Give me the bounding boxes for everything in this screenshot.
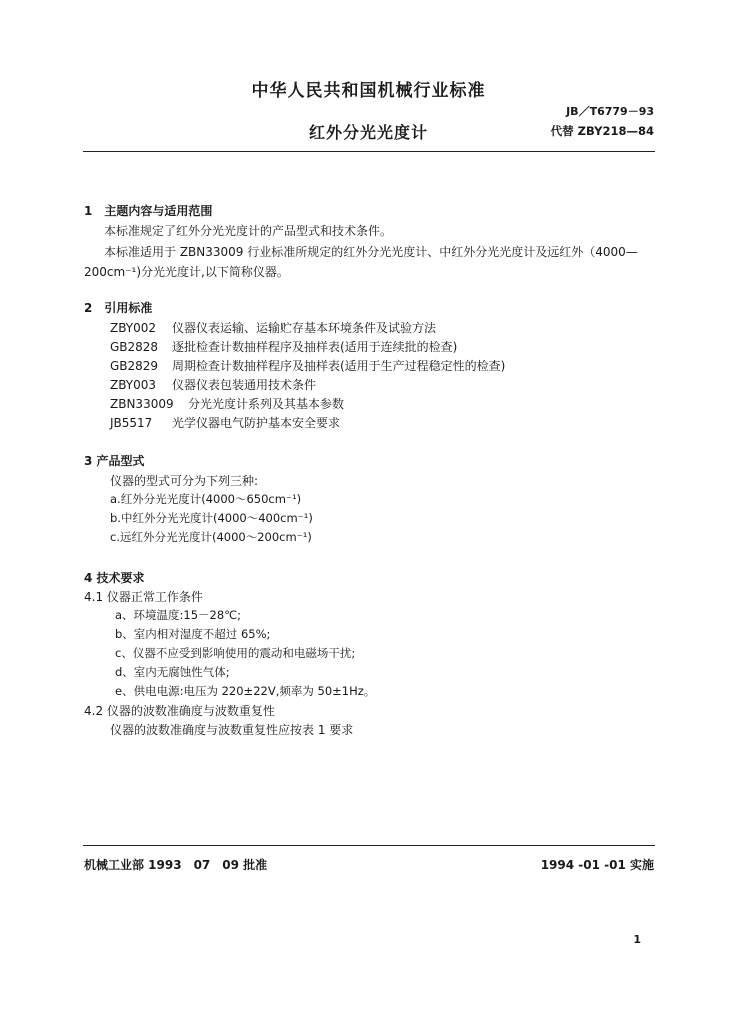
section3-heading: 3 产品型式: [84, 454, 145, 468]
reference-item: [110, 338, 457, 355]
reference-title: 仪器仪表运输、运输贮存基本环境条件及试验方法: [172, 321, 437, 335]
reference-title: 逐批检查计数抽样程序及抽样表(适用于连续批的检查): [172, 340, 458, 354]
reference-item: [110, 395, 344, 412]
section4-2-heading: 4.2 仪器的波数准确度与波数重复性: [84, 704, 275, 718]
section4-2-text: 仪器的波数准确度与波数重复性应按表 1 要求: [110, 723, 354, 737]
reference-code: GB2829: [110, 359, 159, 373]
approval-date: 机械工业部 1993 07 09 批准: [84, 858, 268, 872]
page-number: 1: [633, 933, 641, 946]
reference-item: [110, 357, 505, 374]
condition-item: c、仪器不应受到影响使用的震动和电磁场干扰;: [115, 646, 356, 660]
reference-title: 分光光度计系列及其基本参数: [188, 397, 345, 411]
standard-number: JB／T6779－93: [566, 105, 654, 118]
replaces-standard: 代替 ZBY218—84: [550, 124, 654, 138]
reference-item: [110, 319, 436, 336]
reference-code: ZBY002: [110, 321, 157, 335]
reference-item: [110, 376, 316, 393]
product-type-item: b.中红外分光光度计(4000～400cm⁻¹): [110, 511, 313, 525]
product-type-item: a.红外分光光度计(4000～650cm⁻¹): [110, 492, 302, 506]
footer-rule: [83, 845, 655, 846]
section4-heading: 4 技术要求: [84, 571, 145, 585]
reference-title: 光学仪器电气防护基本安全要求: [172, 416, 341, 430]
doc-title: 红外分光光度计: [308, 123, 428, 142]
condition-item: b、室内相对湿度不超过 65%;: [115, 627, 271, 641]
section2-heading: 2 引用标准: [84, 301, 153, 315]
section1-para1: 本标准规定了红外分光光度计的产品型式和技术条件。: [104, 224, 393, 238]
condition-item: e、供电电源:电压为 220±22V,频率为 50±1Hz。: [115, 684, 376, 698]
section3-intro: 仪器的型式可分为下列三种:: [110, 474, 259, 488]
effective-date: 1994 -01 -01 实施: [540, 858, 654, 872]
section1-para2-line1: 本标准适用于 ZBN33009 行业标准所规定的红外分光光度计、中红外分光光度计及远红外（4000—: [104, 245, 638, 259]
section1-heading: 1 主题内容与适用范围: [84, 204, 213, 218]
product-type-item: c.远红外分光光度计(4000～200cm⁻¹): [110, 530, 312, 544]
reference-code: JB5517: [110, 416, 153, 430]
condition-item: a、环境温度:15－28℃;: [115, 608, 241, 622]
section4-1-heading: 4.1 仪器正常工作条件: [84, 590, 203, 604]
reference-code: GB2828: [110, 340, 159, 354]
reference-code: ZBY003: [110, 378, 157, 392]
header-rule: [83, 151, 655, 152]
reference-code: ZBN33009: [110, 397, 174, 411]
section1-para2-line2: 200cm⁻¹)分光光度计,以下简称仪器。: [84, 265, 289, 279]
condition-item: d、室内无腐蚀性气体;: [115, 665, 230, 679]
org-title: 中华人民共和国机械行业标准: [251, 81, 486, 101]
reference-title: 周期检查计数抽样程序及抽样表(适用于生产过程稳定性的检查): [172, 359, 506, 373]
reference-title: 仪器仪表包装通用技术条件: [172, 378, 317, 392]
reference-item: [110, 414, 340, 431]
